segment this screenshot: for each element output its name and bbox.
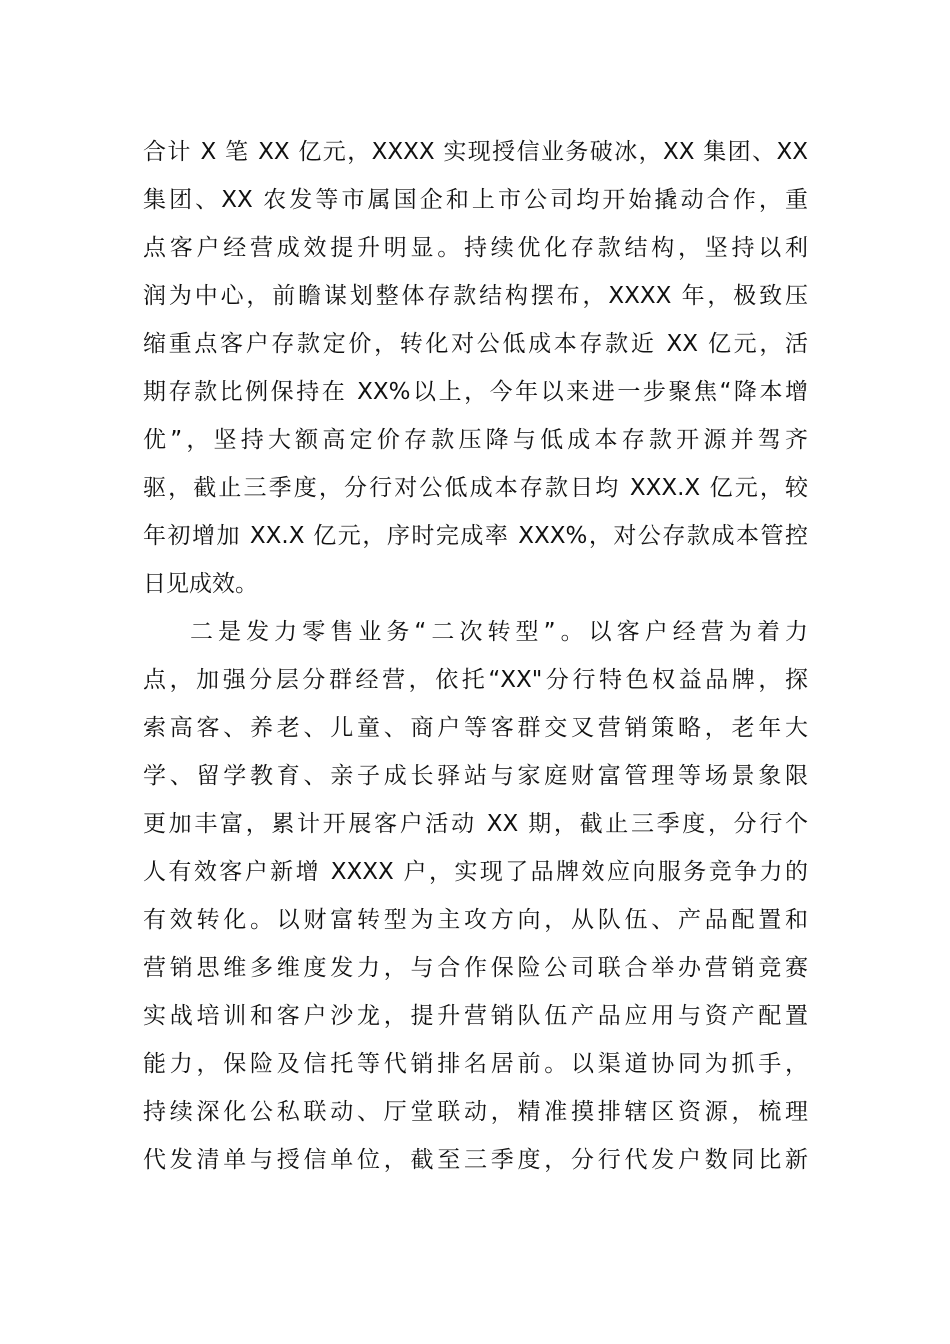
paragraph-retail-transformation [143,608,808,1184]
document-body [143,128,808,1184]
text-line: 实战培训和客户沙龙，提升营销队伍产品应用与资产配置 [143,1003,808,1029]
text-line: 能力，保险及信托等代销排名居前。以渠道协同为抓手， [143,1051,808,1077]
text-line: 集团、XX 农发等市属国企和上市公司均开始撬动合作，重 [143,187,808,213]
text-line: 人有效客户新增 XXXX 户，实现了品牌效应向服务竞争力的 [143,859,808,885]
text-line: 驱，截止三季度，分行对公低成本存款日均 XXX.X 亿元，较 [143,475,808,501]
text-line: 有效转化。以财富转型为主攻方向，从队伍、产品配置和 [143,907,808,933]
text-line: 学、留学教育、亲子成长驿站与家庭财富管理等场景象限 [143,763,808,789]
text-line: 润为中心，前瞻谋划整体存款结构摆布，XXXX 年，极致压 [143,283,808,309]
text-line: 更加丰富，累计开展客户活动 XX 期，截止三季度，分行个 [143,811,808,837]
text-line: 日见成效。 [143,571,258,597]
text-line: 年初增加 XX.X 亿元，序时完成率 XXX%，对公存款成本管控 [143,523,808,549]
text-line: 合计 X 笔 XX 亿元，XXXX 实现授信业务破冰，XX 集团、XX [143,139,808,165]
text-line: 期存款比例保持在 XX%以上，今年以来进一步聚焦“降本增 [143,379,808,405]
text-line: 点，加强分层分群经营，依托“XX"分行特色权益品牌，探 [143,667,808,693]
text-line: 代发清单与授信单位，截至三季度，分行代发户数同比新 [143,1147,808,1173]
text-line: 持续深化公私联动、厅堂联动，精准摸排辖区资源，梳理 [143,1099,808,1125]
text-line: 营销思维多维度发力，与合作保险公司联合举办营销竞赛 [143,955,808,981]
text-line: 二是发力零售业务“二次转型”。以客户经营为着力 [190,619,808,645]
paragraph-corporate-deposits [143,128,808,608]
text-line: 点客户经营成效提升明显。持续优化存款结构，坚持以利 [143,235,808,261]
text-line: 索高客、养老、儿童、商户等客群交叉营销策略，老年大 [143,715,808,741]
text-line: 缩重点客户存款定价，转化对公低成本存款近 XX 亿元，活 [143,331,808,357]
text-line: 优”，坚持大额高定价存款压降与低成本存款开源并驾齐 [143,427,808,453]
